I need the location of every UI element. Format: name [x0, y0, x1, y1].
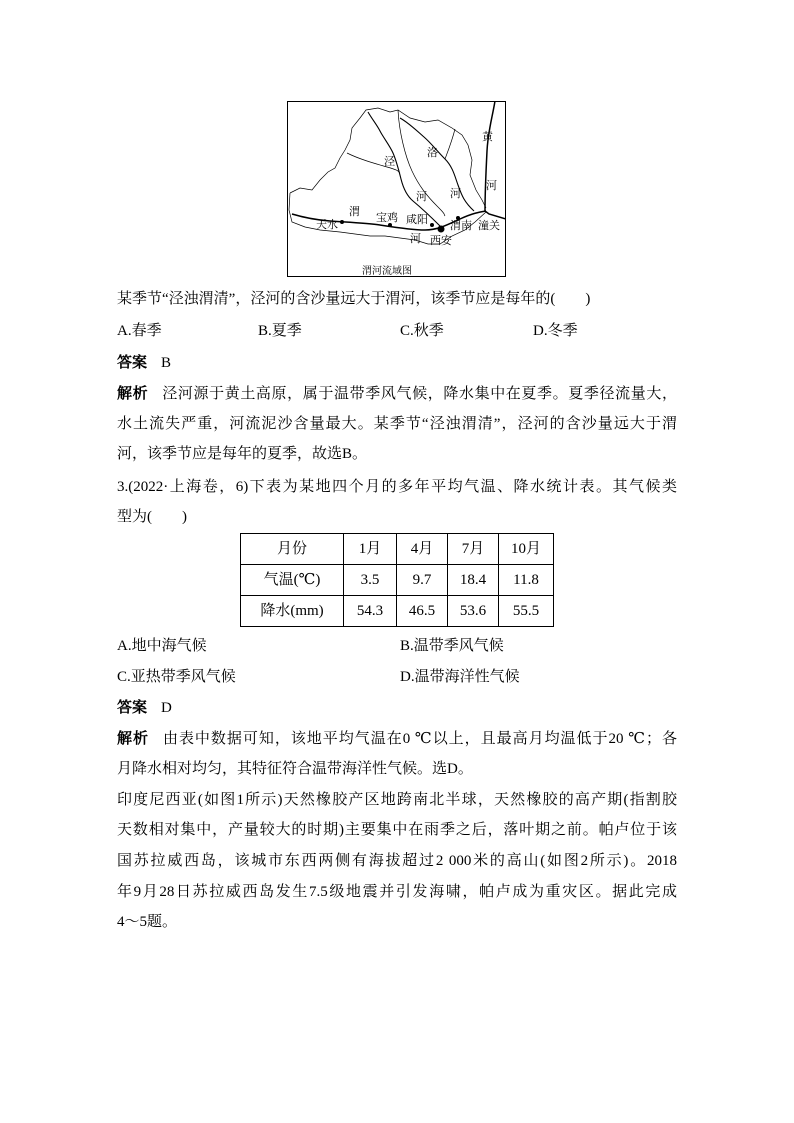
table-cell: 降水(mm) — [241, 596, 344, 627]
table-cell: 53.6 — [448, 596, 499, 627]
table-row — [241, 565, 554, 596]
label-huang-he: 河 — [486, 179, 497, 192]
table-cell: 气温(℃) — [241, 565, 344, 596]
table-row — [241, 596, 554, 627]
label-luo: 洛 — [427, 146, 438, 159]
label-weinan: 渭南 — [450, 219, 472, 232]
q3-answer-value: D — [161, 700, 172, 716]
table-header-cell: 1月 — [344, 534, 397, 565]
q3-answer — [117, 697, 172, 719]
q2-option-b: B.夏季 — [258, 323, 302, 339]
label-wei: 渭 — [349, 205, 360, 218]
material-line-2: 天数相对集中，产量较大的时期)主要集中在雨季之后，落叶期之前。帕卢位于该 — [117, 822, 677, 838]
label-jing-he: 河 — [416, 190, 427, 203]
q2-analysis-label: 解析 — [117, 386, 149, 402]
table-cell: 9.7 — [397, 565, 448, 596]
q2-analysis-line-3: 河，该季节应是每年的夏季，故选B。 — [117, 446, 368, 462]
map-caption: 渭河流域图 — [362, 266, 412, 277]
xian-dot — [438, 226, 445, 233]
label-huang: 黄 — [482, 130, 493, 143]
q2-answer-value: B — [161, 355, 172, 371]
label-tianshui: 天水 — [316, 218, 338, 231]
table-cell: 11.8 — [499, 565, 554, 596]
q3-stem-line-1: 3.(2022·上海卷，6)下表为某地四个月的多年平均气温、降水统计表。其气候类 — [117, 479, 677, 495]
table-cell: 54.3 — [344, 596, 397, 627]
table-cell: 18.4 — [448, 565, 499, 596]
table-cell: 3.5 — [344, 565, 397, 596]
q2-analysis-line-1 — [117, 383, 677, 405]
label-wei-he: 河 — [410, 232, 421, 245]
luo-tributary — [445, 129, 455, 159]
q2-answer-label: 答案 — [117, 355, 148, 371]
map-frame — [288, 102, 506, 277]
climate-table — [240, 533, 554, 627]
tianshui-dot — [340, 220, 344, 224]
material-line-1: 印度尼西亚(如图1所示)天然橡胶产区地跨南北半球，天然橡胶的高产期(指割胶 — [117, 792, 677, 808]
q3-option-a: A.地中海气候 — [117, 638, 207, 654]
label-luo-he: 河 — [450, 187, 461, 200]
q3-option-d: D.温带海洋性气候 — [400, 669, 520, 685]
material-line-5: 4～5题。 — [117, 914, 178, 930]
table-header-row — [241, 534, 554, 565]
q3-analysis-label: 解析 — [117, 731, 149, 747]
q3-analysis-line-1 — [117, 728, 677, 750]
table-header-cell: 7月 — [448, 534, 499, 565]
label-xianyang: 咸阳 — [406, 213, 428, 226]
table-cell: 55.5 — [499, 596, 554, 627]
q2-option-a: A.春季 — [117, 323, 162, 339]
q3-answer-label: 答案 — [117, 700, 148, 716]
q3-stem-line-2: 型为( ) — [117, 509, 187, 525]
q3-option-b: B.温带季风气候 — [400, 638, 504, 654]
q2-option-d: D.冬季 — [533, 323, 578, 339]
q3-analysis-text-1: 由表中数据可知，该地平均气温在0 ℃以上，且最高月均温低于20 ℃；各 — [162, 731, 677, 747]
q3-analysis-line-2: 月降水相对均匀，其特征符合温带海洋性气候。选D。 — [117, 761, 473, 777]
material-line-3: 国苏拉威西岛，该城市东西两侧有海拔超过2 000米的高山(如图2所示)。2018 — [117, 853, 677, 869]
table-header-cell: 4月 — [397, 534, 448, 565]
yellow-river — [485, 101, 506, 219]
luo-river — [400, 118, 474, 211]
q2-stem: 某季节“泾浊渭清”，泾河的含沙量远大于渭河，该季节应是每年的( ) — [117, 291, 591, 307]
table-header-cell: 10月 — [499, 534, 554, 565]
q2-analysis-text-1: 泾河源于黄土高原，属于温带季风气候，降水集中在夏季。夏季径流量大， — [162, 386, 677, 402]
table-header-cell: 月份 — [241, 534, 344, 565]
label-jing: 泾 — [384, 155, 395, 168]
label-baoji: 宝鸡 — [376, 211, 398, 224]
wei-river-basin-map — [287, 101, 506, 277]
xianyang-dot — [430, 223, 434, 227]
q3-option-c: C.亚热带季风气候 — [117, 669, 236, 685]
q2-answer — [117, 352, 171, 374]
material-line-4: 年9月28日苏拉威西岛发生7.5级地震并引发海啸，帕卢成为重灾区。据此完成 — [117, 884, 677, 900]
table-cell: 46.5 — [397, 596, 448, 627]
label-xian: 西安 — [430, 234, 452, 247]
jing-river — [368, 112, 440, 226]
label-tongguan: 潼关 — [478, 219, 500, 232]
q2-option-c: C.秋季 — [400, 323, 444, 339]
q2-analysis-line-2: 水土流失严重，河流泥沙含量最大。某季节“泾浊渭清”，泾河的含沙量远大于渭 — [117, 416, 677, 432]
